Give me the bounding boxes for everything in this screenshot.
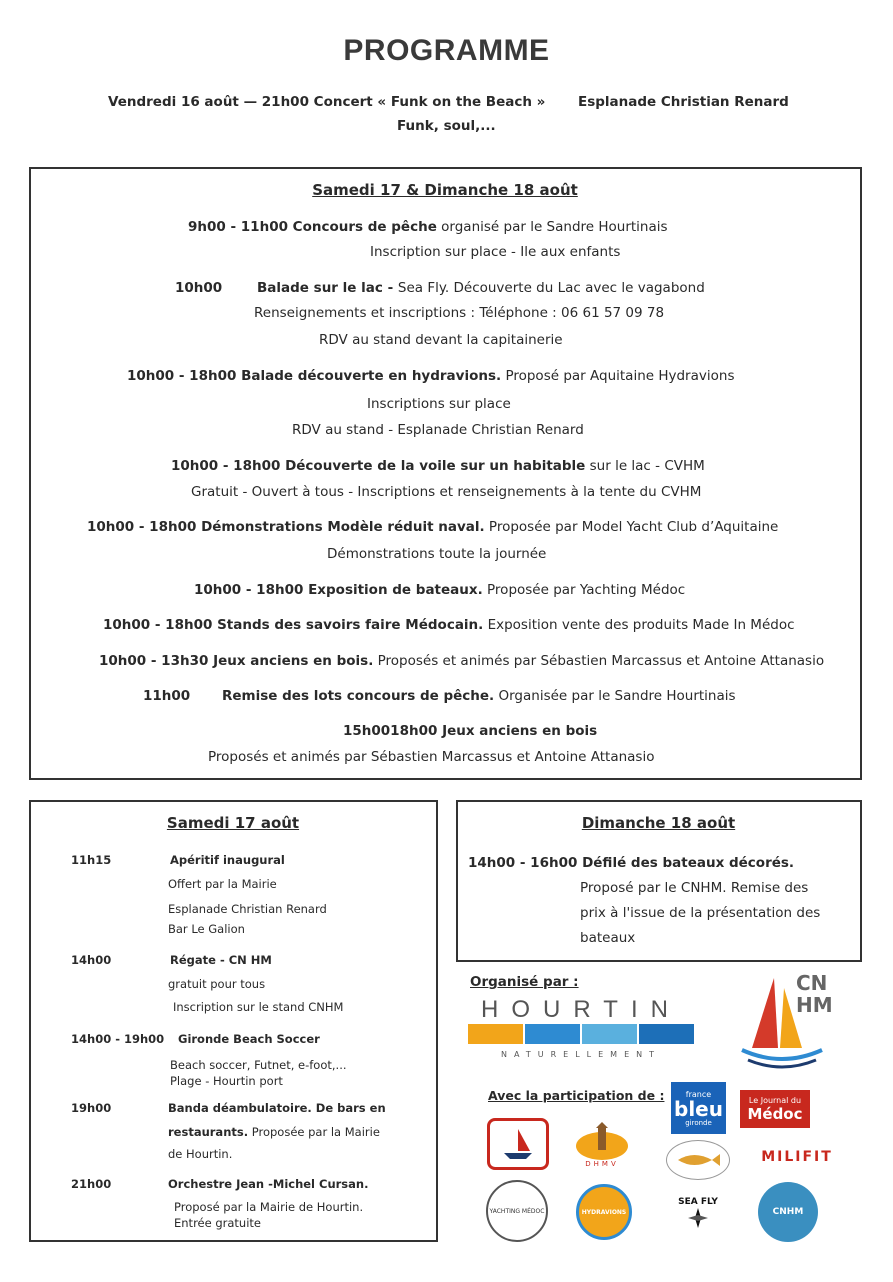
- cnhm-logo: [722, 968, 840, 1078]
- event-lake-time: 10h00: [175, 280, 223, 296]
- friday-sub: Funk, soul,...: [397, 118, 496, 134]
- cnhm-wordmark: CNHM: [796, 971, 833, 1017]
- event-fishing-title: 9h00 - 11h00 Concours de pêche: [188, 219, 437, 235]
- event-voile-title: 10h00 - 18h00 Découverte de la voile sur un habitable: [171, 458, 586, 474]
- sat-time-2: 14h00: [71, 953, 112, 967]
- friday-line: Vendredi 16 août — 21h00 Concert « Funk on the Beach »: [108, 94, 546, 110]
- palm-tile-icon: [582, 1024, 637, 1044]
- sat-1-l2: Esplanade Christian Renard: [168, 902, 327, 916]
- event-voile-l2: Gratuit - Ouvert à tous - Inscriptions et renseignements à la tente du CVHM: [191, 484, 702, 500]
- sat-1-l3: Bar Le Galion: [168, 922, 245, 936]
- france-bleu-name: bleu: [674, 1096, 723, 1121]
- sat-4-l2: [168, 1125, 380, 1139]
- event-voile-place: sur le lac - CVHM: [585, 458, 705, 474]
- sat-title-2: Régate - CN HM: [170, 953, 272, 967]
- event-hydravions-title: 10h00 - 18h00 Balade découverte en hydravions.: [127, 368, 502, 384]
- compass-icon: [687, 1207, 709, 1229]
- event-lots-org: Organisée par le Sandre Hourtinais: [494, 688, 736, 704]
- sunday-line: 14h00 - 16h00 Défilé des bateaux décorés.: [468, 855, 795, 871]
- organise-label: Organisé par :: [470, 974, 579, 990]
- sat-1-l1: Offert par la Mairie: [168, 877, 277, 891]
- event-jeux2-title: 15h0018h00 Jeux anciens en bois: [343, 723, 598, 739]
- sat-5-l1: Proposé par la Mairie de Hourtin.: [174, 1200, 364, 1214]
- event-fishing-detail: Inscription sur place - Ile aux enfants: [370, 244, 621, 260]
- journal-medoc-name: Médoc: [747, 1104, 803, 1123]
- event-lake-rdv: RDV au stand devant la capitainerie: [319, 332, 563, 348]
- sat-time-1: 11h15: [71, 853, 112, 867]
- hourtin-logo: [468, 996, 694, 1062]
- sunday-l3: prix à l'issue de la présentation des: [580, 905, 821, 921]
- cnhm-round-logo: [758, 1182, 818, 1242]
- event-hydravions-l2: Inscriptions sur place: [367, 396, 511, 412]
- event-modele-title: 10h00 - 18h00 Démonstrations Modèle réduit naval.: [87, 519, 485, 535]
- sat-time-4: 19h00: [71, 1101, 112, 1115]
- hydravions-logo: [576, 1184, 632, 1240]
- weekend-box: [29, 167, 862, 780]
- event-hydravions-org: Proposé par Aquitaine Hydravions: [501, 368, 735, 384]
- sandre-hourtinais-logo: [666, 1140, 730, 1180]
- event-lots: [222, 688, 736, 704]
- friday-place: Esplanade Christian Renard: [578, 94, 789, 110]
- event-jeux-title: 10h00 - 13h30 Jeux anciens en bois.: [99, 653, 374, 669]
- sat-time-3: 14h00 - 19h00: [71, 1032, 165, 1046]
- event-fishing: [188, 219, 668, 235]
- journal-medoc-top: Le Journal du: [748, 1095, 802, 1105]
- sat-2-l1: gratuit pour tous: [168, 977, 266, 991]
- sat-5-l2: Entrée gratuite: [174, 1216, 261, 1230]
- event-lots-time: 11h00: [143, 688, 191, 704]
- event-modele-l2: Démonstrations toute la journée: [327, 546, 547, 562]
- boat-icon: [498, 1127, 538, 1161]
- sea-fly-text: SEA FLY: [678, 1197, 718, 1207]
- hourtin-wordmark: HOURTIN: [481, 996, 681, 1023]
- event-stands-desc: Exposition vente des produits Made In Médoc: [483, 617, 795, 633]
- france-bleu-region: gironde: [685, 1118, 712, 1127]
- sunday-l2: Proposé par le CNHM. Remise des: [580, 880, 809, 896]
- fish-icon: [674, 1150, 722, 1170]
- sun-tile-icon: [468, 1024, 523, 1044]
- hydravions-text: HYDRAVIONS: [581, 1208, 627, 1216]
- naturellement-text: NATURELLEMENT: [501, 1050, 661, 1059]
- event-lots-title: Remise des lots concours de pêche.: [222, 688, 495, 704]
- page-title: PROGRAMME: [343, 34, 550, 67]
- sat-title-1: Apéritif inaugural: [170, 853, 285, 867]
- hourtin-tiles: [468, 1024, 694, 1044]
- church-icon: [574, 1122, 630, 1160]
- journal-medoc-logo: [740, 1090, 810, 1128]
- sat-3-l2: Plage - Hourtin port: [170, 1074, 283, 1088]
- event-expo-org: Proposée par Yachting Médoc: [482, 582, 686, 598]
- sat-4-org: Proposée par la Mairie: [248, 1125, 380, 1139]
- sat-2-l2: Inscription sur le stand CNHM: [173, 1000, 344, 1014]
- cnhm-round-text: CNHM: [772, 1207, 804, 1217]
- sat-title-5: Orchestre Jean -Michel Cursan.: [168, 1177, 369, 1191]
- sat-4-title2: restaurants.: [168, 1125, 249, 1139]
- event-lake-desc: Sea Fly. Découverte du Lac avec le vagabond: [397, 280, 705, 296]
- event-fishing-org: organisé par le Sandre Hourtinais: [436, 219, 668, 235]
- saturday-box: [29, 800, 438, 1242]
- event-jeux-org: Proposés et animés par Sébastien Marcassus et Antoine Attanasio: [373, 653, 825, 669]
- event-stands: [103, 617, 795, 633]
- yachting-medoc-logo: [486, 1180, 548, 1242]
- sat-time-5: 21h00: [71, 1177, 112, 1191]
- saturday-heading: Samedi 17 août: [166, 814, 300, 832]
- participation-label: Avec la participation de :: [488, 1088, 665, 1103]
- sail-tile-icon: [639, 1024, 694, 1044]
- france-bleu-top: france: [685, 1089, 712, 1099]
- event-expo: [194, 582, 685, 598]
- sunday-l4: bateaux: [580, 930, 636, 946]
- sat-3-l1: Beach soccer, Futnet, e-foot,...: [170, 1058, 347, 1072]
- yachting-medoc-text: YACHTING MÉDOC: [489, 1207, 545, 1215]
- event-hydravions-l3: RDV au stand - Esplanade Christian Renard: [292, 422, 584, 438]
- sat-title-3: Gironde Beach Soccer: [178, 1032, 320, 1046]
- sunday-box: [456, 800, 862, 962]
- event-jeux2-org: Proposés et animés par Sébastien Marcassus et Antoine Attanasio: [208, 749, 655, 765]
- event-lake-title: Balade sur le lac -: [257, 280, 398, 296]
- dhmv-logo: [572, 1118, 632, 1172]
- france-bleu-logo: [671, 1082, 726, 1134]
- event-hydravions: [127, 368, 734, 384]
- dhmv-text: DHMV: [585, 1160, 619, 1168]
- event-lake: [257, 280, 705, 296]
- event-modele-org: Proposée par Model Yacht Club d’Aquitaine: [484, 519, 779, 535]
- club-boat-logo: [487, 1118, 549, 1170]
- weekend-heading: Samedi 17 & Dimanche 18 août: [312, 181, 578, 199]
- sunday-heading: Dimanche 18 août: [581, 814, 736, 832]
- wave-tile-icon: [525, 1024, 580, 1044]
- sat-title-4: Banda déambulatoire. De bars en: [168, 1101, 386, 1115]
- milifit-logo: MILIFIT: [761, 1149, 833, 1165]
- sat-4-l3: de Hourtin.: [168, 1147, 233, 1161]
- event-voile: [171, 458, 705, 474]
- event-jeux: [99, 653, 824, 669]
- event-modele: [87, 519, 778, 535]
- event-lake-phone: Renseignements et inscriptions : Téléphone : 06 61 57 09 78: [254, 305, 665, 321]
- event-stands-title: 10h00 - 18h00 Stands des savoirs faire Médocain.: [103, 617, 484, 633]
- sea-fly-logo: [670, 1186, 726, 1240]
- event-expo-title: 10h00 - 18h00 Exposition de bateaux.: [194, 582, 483, 598]
